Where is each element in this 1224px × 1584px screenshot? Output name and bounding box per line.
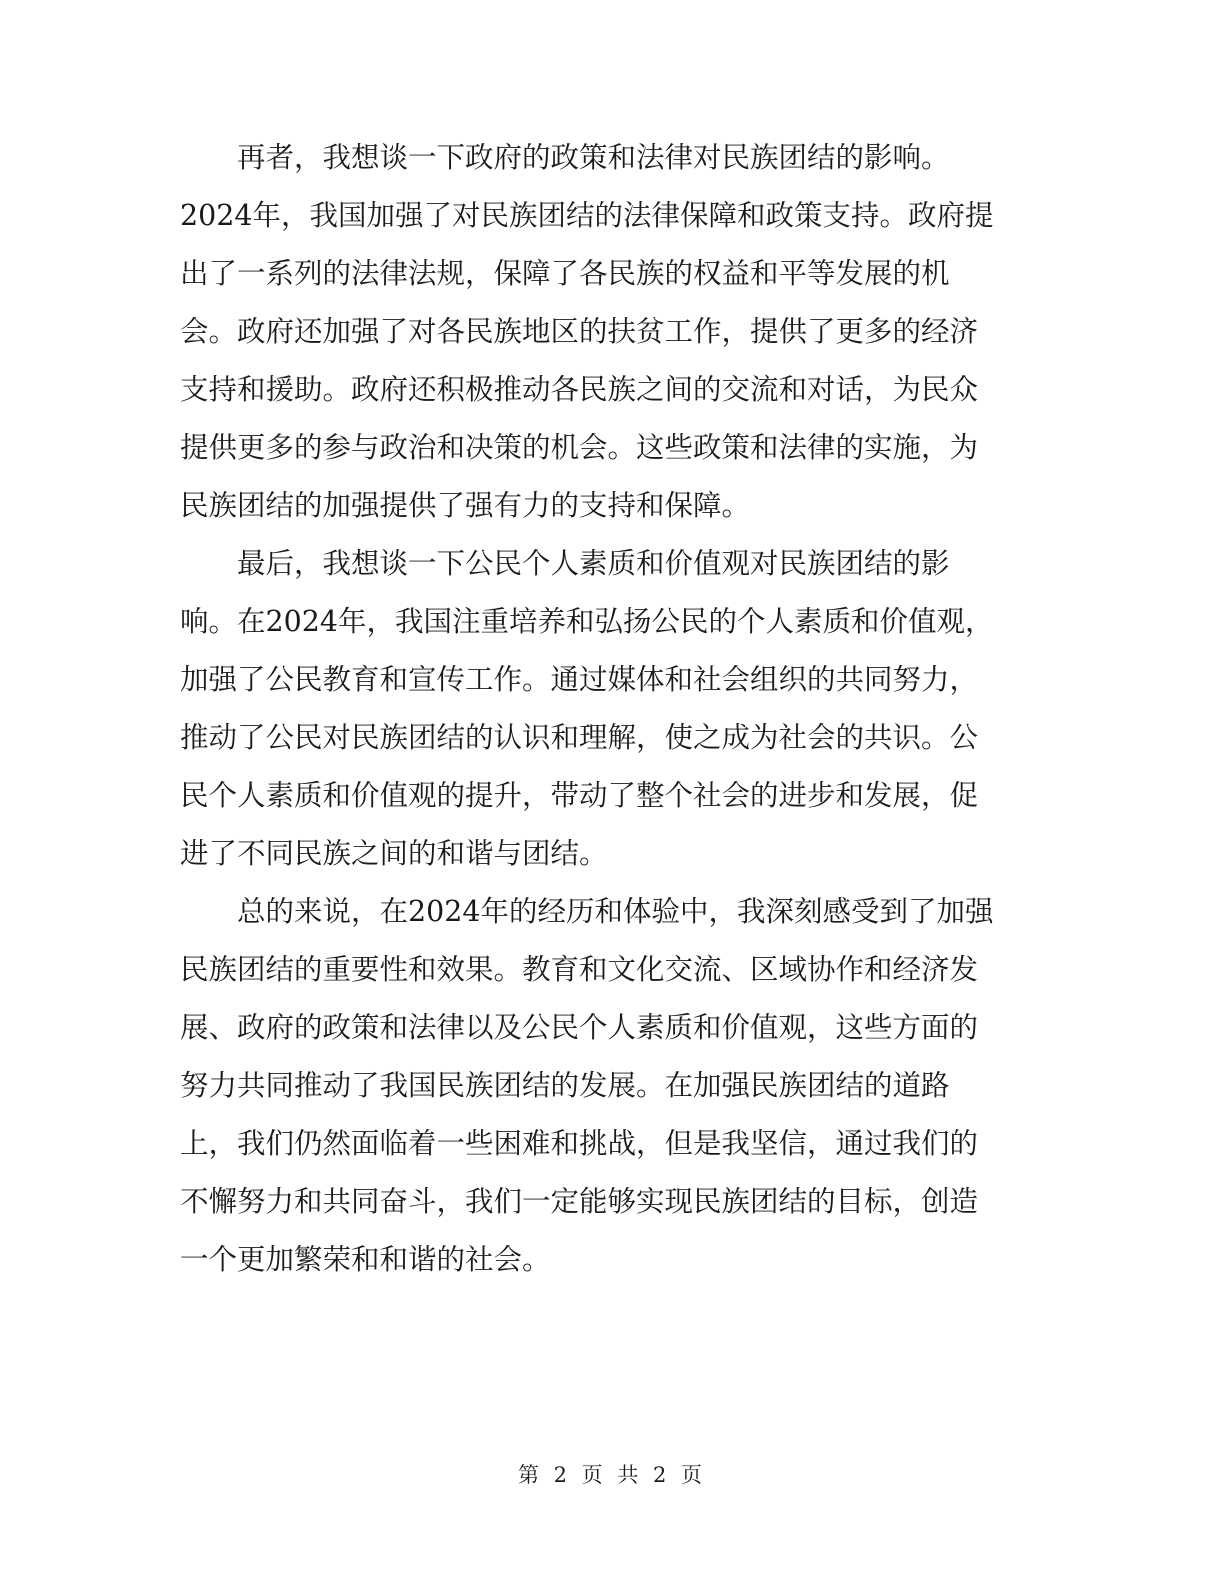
paragraph-line: 一个更加繁荣和和谐的社会。 bbox=[180, 1243, 551, 1276]
paragraph-line: 支持和援助。政府还积极推动各民族之间的交流和对话，为民众 bbox=[180, 373, 979, 406]
paragraph-line: 再者，我想谈一下政府的政策和法律对民族团结的影响。 bbox=[237, 141, 950, 174]
paragraph-line: 进了不同民族之间的和谐与团结。 bbox=[180, 837, 608, 870]
document-body bbox=[180, 129, 1025, 1289]
paragraph-line: 加强了公民教育和宣传工作。通过媒体和社会组织的共同努力， bbox=[180, 663, 979, 696]
paragraph-citizen-values bbox=[180, 535, 1025, 883]
paragraph-line: 上，我们仍然面临着一些困难和挑战，但是我坚信，通过我们的 bbox=[180, 1127, 979, 1160]
paragraph-conclusion bbox=[180, 883, 1025, 1289]
paragraph-line: 民个人素质和价值观的提升，带动了整个社会的进步和发展，促 bbox=[180, 779, 979, 812]
paragraph-line: 2024年，我国加强了对民族团结的法律保障和政策支持。政府提 bbox=[180, 199, 994, 232]
paragraph-government-policy bbox=[180, 129, 1025, 535]
paragraph-line: 民族团结的加强提供了强有力的支持和保障。 bbox=[180, 489, 751, 522]
paragraph-line: 民族团结的重要性和效果。教育和文化交流、区域协作和经济发 bbox=[180, 953, 979, 986]
paragraph-line: 出了一系列的法律法规，保障了各民族的权益和平等发展的机 bbox=[180, 257, 950, 290]
page-number-footer: 第 2 页 共 2 页 bbox=[517, 1463, 707, 1487]
paragraph-line: 提供更多的参与政治和决策的机会。这些政策和法律的实施，为 bbox=[180, 431, 979, 464]
paragraph-line: 展、政府的政策和法律以及公民个人素质和价值观，这些方面的 bbox=[180, 1011, 979, 1044]
paragraph-line: 最后，我想谈一下公民个人素质和价值观对民族团结的影 bbox=[237, 547, 950, 580]
paragraph-line: 响。在2024年，我国注重培养和弘扬公民的个人素质和价值观， bbox=[180, 605, 994, 638]
paragraph-line: 不懈努力和共同奋斗，我们一定能够实现民族团结的目标，创造 bbox=[180, 1185, 979, 1218]
paragraph-line: 努力共同推动了我国民族团结的发展。在加强民族团结的道路 bbox=[180, 1069, 950, 1102]
paragraph-line: 会。政府还加强了对各民族地区的扶贫工作，提供了更多的经济 bbox=[180, 315, 979, 348]
paragraph-line: 推动了公民对民族团结的认识和理解，使之成为社会的共识。公 bbox=[180, 721, 979, 754]
paragraph-line: 总的来说，在2024年的经历和体验中，我深刻感受到了加强 bbox=[237, 895, 994, 928]
